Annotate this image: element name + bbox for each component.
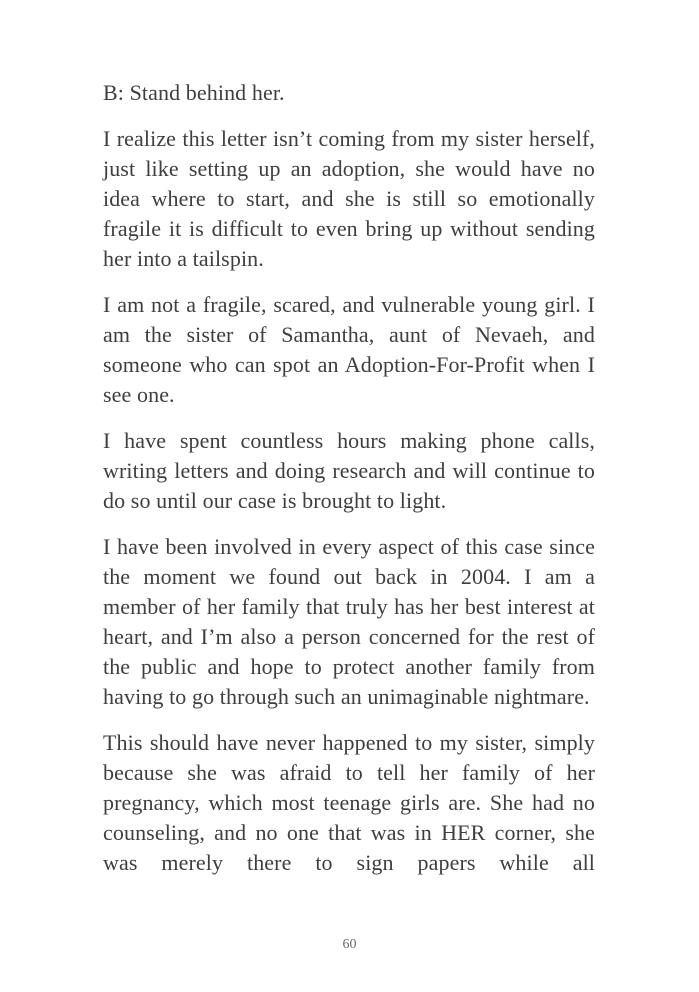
paragraph: I have spent countless hours making phone calls, writing letters and doing research and will continue to do so until our case is brought to light.: [103, 428, 595, 513]
paragraph: This should have never happened to my sister, simply because she was afraid to tell her family of her pregnancy, which most teenage girls are. She had no counseling, and no one that was in HER corner, she was merely there to sign papers while all: [103, 730, 595, 875]
paragraph: I realize this letter isn’t coming from my sister herself, just like setting up an adoption, she would have no idea where to start, and she is still so emotionally fragile it is difficult to even bring up without sending her into a tailspin.: [103, 126, 595, 271]
page-text-block: [103, 78, 595, 878]
page-number: 60: [342, 937, 357, 952]
paragraph: I have been involved in every aspect of this case since the moment we found out back in 2004. I am a member of her family that truly has her best interest at heart, and I’m also a person concerned for the rest of the public and hope to protect another family from having to go through such an unimaginable nightmare.: [103, 534, 595, 709]
paragraph: I am not a fragile, scared, and vulnerable young girl. I am the sister of Samantha, aunt of Nevaeh, and someone who can spot an Adoption-For-Profit when I see one.: [103, 292, 595, 407]
paragraph-dialogue-line: B: Stand behind her.: [103, 80, 285, 105]
